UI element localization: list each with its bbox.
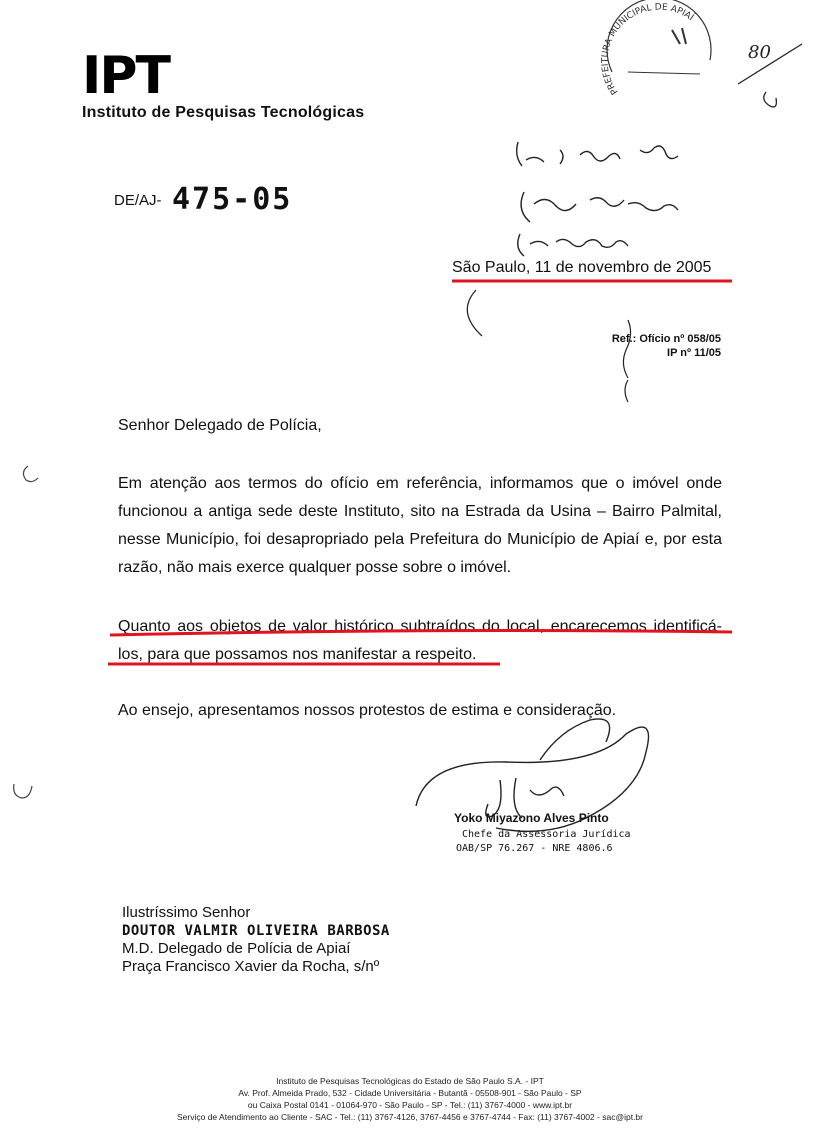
reference-number: 475-05 [172,182,293,217]
svg-text:PREFEITURA MUNICIPAL DE APIAÍ [601,3,697,96]
paragraph-1: Em atenção aos termos do ofício em referência, informamos que o imóvel onde funcionou a antiga sede deste Instituto, sito na Estrada da Usina – Bairro Palmital, nesse Município, foi desapropriado pela Prefeitura do Município de Apiaí e, por esta razão, não mais exerce qualquer posse sobre o imóvel. [118,475,722,576]
handwritten-note-80 [738,42,802,107]
stamp-text: PREFEITURA MUNICIPAL DE APIAÍ [600,2,696,97]
margin-mark [14,784,32,798]
footer [140,1075,680,1123]
signatory-name: Yoko Miyazono Alves Pinto [454,811,609,825]
footer-line-4: Serviço de Atendimento ao Cliente - SAC - Tel.: (11) 3767-4126, 3767-4456 e 3767-4744 - Fax: (11) 3767-4002 - sac@ipt.br [176,1112,643,1122]
reference-label: DE/AJ- [114,192,162,209]
signatory-oab: OAB/SP 76.267 - NRE 4806.6 [456,843,613,854]
addressee-title: M.D. Delegado de Polícia de Apiaí [122,940,351,957]
ref-oficio-line2: IP nº 11/05 [667,347,721,359]
footer-line-2: Av. Prof. Almeida Prado, 532 - Cidade Universitária - Butantã - 05508-901 - São Paulo - SP [238,1088,582,1098]
addressee-address: Praça Francisco Xavier da Rocha, s/nº [122,958,380,975]
addressee-salutation: Ilustríssimo Senhor [122,904,251,921]
addressee-name: DOUTOR VALMIR OLIVEIRA BARBOSA [122,923,390,939]
bracket-mark [625,380,628,402]
institute-name: Instituto de Pesquisas Tecnológicas [82,104,365,121]
ipt-logo: IPT [82,46,169,106]
footer-line-3: ou Caixa Postal 0141 - 01064-970 - São Paulo - SP - Tel.: (11) 3767-4000 - www.ipt.br [247,1100,573,1110]
margin-mark [23,466,38,482]
ref-oficio-line1: Ref.: Ofício nº 058/05 [611,333,721,345]
municipal-stamp [601,0,711,96]
paragraph-2: Quanto aos objetos de valor histórico subtraídos do local, encarecemos identificá-los, para que possamos nos manifestar a respeito. [118,618,722,663]
closing-paragraph: Ao ensejo, apresentamos nossos protestos de estima e consideração. [118,702,617,719]
date-line: São Paulo, 11 de novembro de 2005 [452,259,712,276]
stamp-note: 80 [748,42,771,63]
bracket-mark [467,290,482,336]
ref-oficio [612,332,721,360]
footer-line-1: Instituto de Pesquisas Tecnológicas do Estado de São Paulo S.A. - IPT [276,1076,544,1086]
handwritten-note [517,142,678,256]
greeting: Senhor Delegado de Polícia, [118,417,322,434]
signatory-role: Chefe da Assessoria Jurídica [462,829,631,840]
